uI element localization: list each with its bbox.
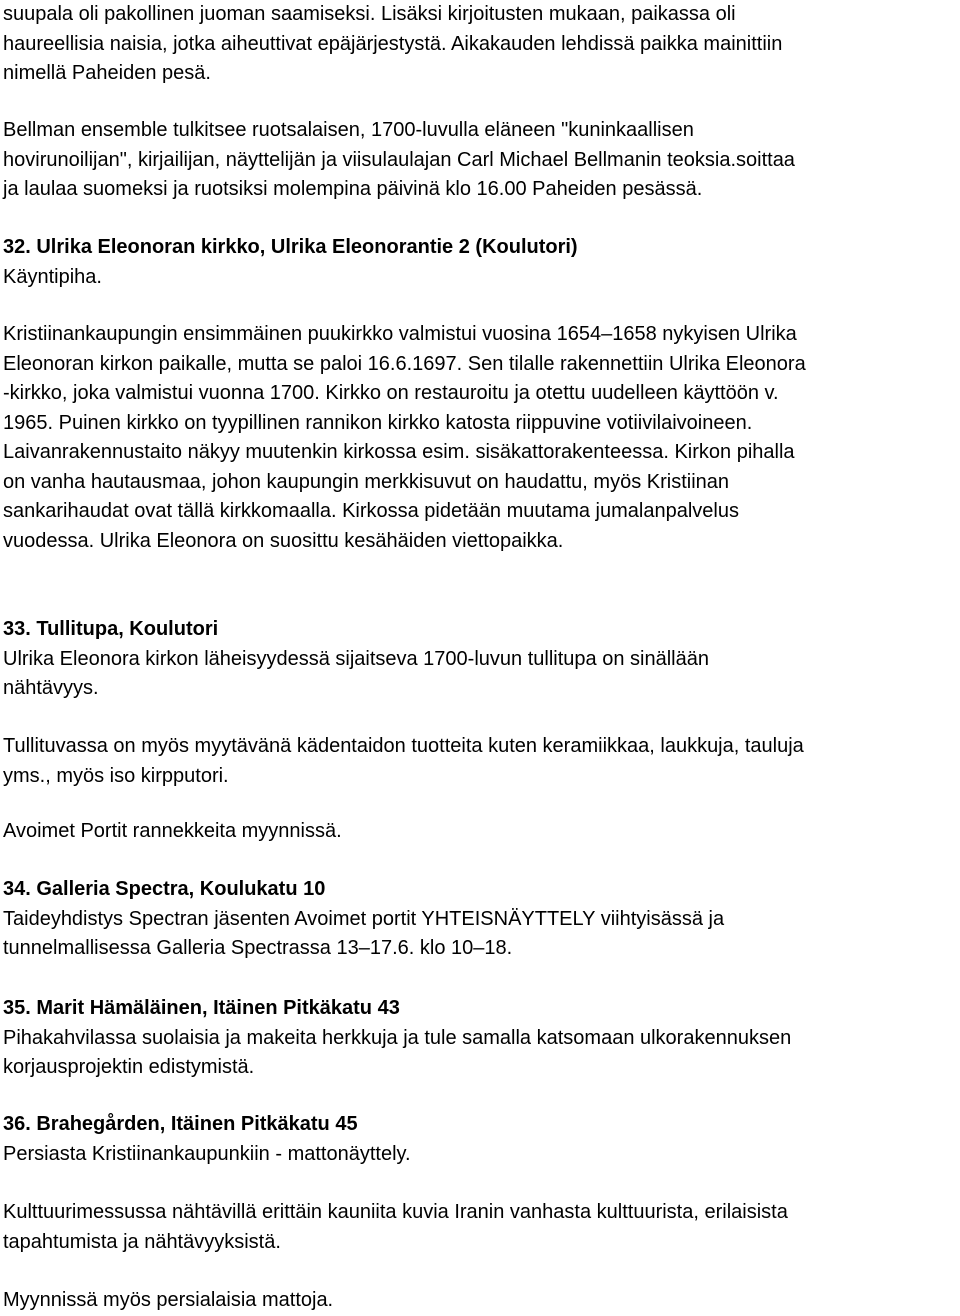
section-heading: 34. Galleria Spectra, Koulukatu 10	[3, 878, 326, 900]
text-line: Eleonoran kirkon paikalle, mutta se paloi 16.6.1697. Sen tilalle rakennettiin Ulrika Eleonora	[3, 352, 806, 375]
section-32-ulrika-eleonoran-kirkko	[3, 233, 958, 292]
paragraph-paheiden-pesa	[3, 0, 958, 89]
text-line: korjausprojektin edistymistä.	[3, 1056, 255, 1078]
section-35-marit-hamalainen	[3, 994, 958, 1083]
paragraph-tullitupa-products	[3, 732, 958, 791]
text-line: hovirunoilijan", kirjailijan, näyttelijän ja viisulaulajan Carl Michael Bellmanin teoksia.soittaa	[3, 148, 795, 171]
text-line: sankarihaudat ovat tällä kirkkomaalla. Kirkossa pidetään muutama jumalanpalvelus	[3, 500, 739, 522]
text-line: Myynnissä myös persialaisia mattoja.	[3, 1289, 334, 1311]
text-line: Kristiinankaupungin ensimmäinen puukirkko valmistui vuosina 1654–1658 nykyisen Ulrika	[3, 323, 797, 345]
text-line: Taideyhdistys Spectran jäsenten Avoimet portit YHTEISNÄYTTELY viihtyisässä ja	[3, 907, 725, 930]
text-line: -kirkko, joka valmistui vuonna 1700. Kirkko on restauroitu ja otettu uudelleen käyttöön v.	[3, 382, 779, 404]
text-line: tapahtumista ja nähtävyyksistä.	[3, 1230, 281, 1253]
paragraph-rannekkeet	[3, 817, 958, 847]
paragraph-persialaiset-matot	[3, 1286, 958, 1316]
text-line: on vanha hautausmaa, johon kaupungin merkkisuvut on haudattu, myös Kristiinan	[3, 470, 730, 493]
text-line: ja laulaa suomeksi ja ruotsiksi molempina päivinä klo 16.00 Paheiden pesässä.	[3, 178, 703, 200]
text-line: Kulttuurimessussa nähtävillä erittäin kauniita kuvia Iranin vanhasta kulttuurista, erilaisista	[3, 1201, 788, 1223]
text-line: Laivanrakennustaito näkyy muutenkin kirkossa esim. sisäkattorakenteessa. Kirkon pihalla	[3, 441, 795, 463]
text-line: Ulrika Eleonora kirkon läheisyydessä sijaitseva 1700-luvun tullitupa on sinällään	[3, 647, 709, 670]
text-line: Bellman ensemble tulkitsee ruotsalaisen, 1700-luvulla eläneen "kuninkaallisen	[3, 119, 694, 141]
text-line: Käyntipiha.	[3, 265, 102, 288]
text-line: vuodessa. Ulrika Eleonora on suosittu kesähäiden viettopaikka.	[3, 529, 564, 552]
paragraph-bellman-ensemble	[3, 116, 958, 205]
section-heading: 35. Marit Hämäläinen, Itäinen Pitkäkatu 43	[3, 997, 400, 1019]
text-line: nähtävyys.	[3, 677, 99, 699]
section-36-brahegarden	[3, 1110, 958, 1169]
text-line: tunnelmallisessa Galleria Spectrassa 13–17.6. klo 10–18.	[3, 937, 513, 959]
text-line: Tullituvassa on myös myytävänä kädentaidon tuotteita kuten keramiikkaa, laukkuja, tauluja	[3, 735, 804, 757]
section-heading: 32. Ulrika Eleonoran kirkko, Ulrika Eleonorantie 2 (Koulutori)	[3, 236, 578, 258]
text-line: 1965. Puinen kirkko on tyypillinen rannikon kirkko katosta riippuvine votiivilaivoineen.	[3, 411, 753, 434]
text-line: nimellä Paheiden pesä.	[3, 62, 211, 84]
text-line: Pihakahvilassa suolaisia ja makeita herkkuja ja tule samalla katsomaan ulkorakennuksen	[3, 1026, 792, 1049]
text-line: Avoimet Portit rannekkeita myynnissä.	[3, 820, 342, 842]
section-33-tullitupa	[3, 615, 958, 704]
text-line: yms., myös iso kirpputori.	[3, 764, 229, 787]
text-line: Persiasta Kristiinankaupunkiin - mattonäyttely.	[3, 1142, 411, 1165]
section-heading: 33. Tullitupa, Koulutori	[3, 618, 219, 640]
section-heading: 36. Brahegården, Itäinen Pitkäkatu 45	[3, 1113, 358, 1135]
paragraph-kulttuurimessu	[3, 1198, 958, 1257]
section-34-galleria-spectra	[3, 875, 958, 964]
text-line: haureellisia naisia, jotka aiheuttivat epäjärjestystä. Aikakauden lehdissä paikka mainittiin	[3, 32, 783, 55]
text-line: suupala oli pakollinen juoman saamiseksi. Lisäksi kirjoitusten mukaan, paikassa oli	[3, 3, 736, 25]
paragraph-kirkko-history	[3, 320, 958, 556]
